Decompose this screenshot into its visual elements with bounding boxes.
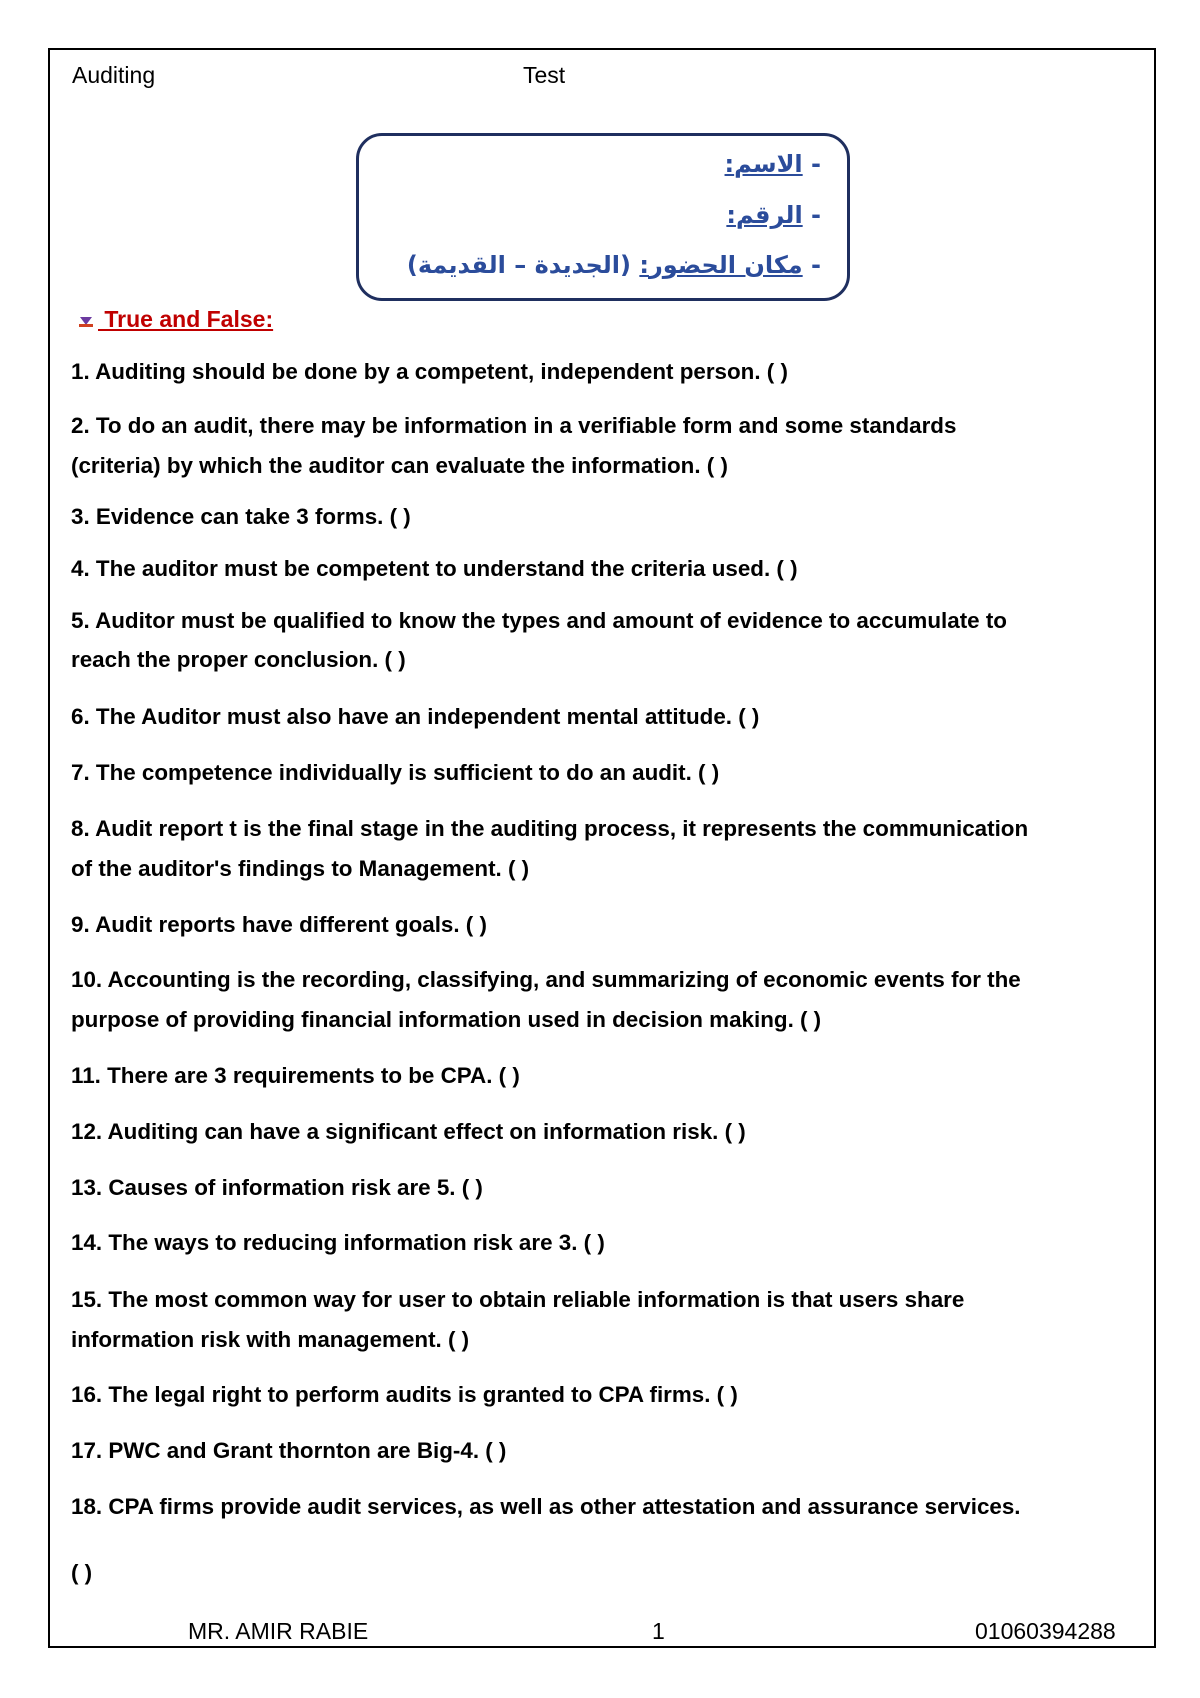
footer-teacher: MR. AMIR RABIE [188,1618,369,1644]
question-line: 5. Auditor must be qualified to know the types and amount of evidence to accumulate to [71,608,1007,633]
question-line: of the auditor's findings to Management. ( ) [71,856,530,881]
number-field: - الرقم: [726,201,821,229]
question-line: ( ) [71,1560,93,1585]
attendance-label: مكان الحضور [648,251,803,279]
question-line: 7. The competence individually is sufficient to do an audit. ( ) [71,760,720,785]
question-line: 18. CPA firms provide audit services, as well as other attestation and assurance services. [71,1494,1021,1519]
question-line: 12. Auditing can have a significant effect on information risk. ( ) [71,1119,746,1144]
section-title: True and False: [98,306,274,332]
header-subject: Auditing [72,62,156,88]
number-label: الرقم [735,201,803,229]
footer-page-number: 1 [652,1618,665,1644]
question-line: 14. The ways to reducing information risk are 3. ( ) [71,1230,605,1255]
question-line: purpose of providing financial information used in decision making. ( ) [71,1007,822,1032]
question-line: (criteria) by which the auditor can evaluate the information. ( ) [71,453,728,478]
question-line: 9. Audit reports have different goals. ( ) [71,912,487,937]
question-line: 4. The auditor must be competent to understand the criteria used. ( ) [71,556,798,581]
student-info-box [356,133,850,301]
question-line: 3. Evidence can take 3 forms. ( ) [71,504,411,529]
question-line: 11. There are 3 requirements to be CPA. ( ) [71,1063,520,1088]
question-line: 6. The Auditor must also have an independent mental attitude. ( ) [71,704,760,729]
question-line: 10. Accounting is the recording, classifying, and summarizing of economic events for the [71,967,1021,992]
question-line: 1. Auditing should be done by a competent, independent person. ( ) [71,359,788,384]
name-label: الاسم [734,150,803,178]
question-line: 16. The legal right to perform audits is granted to CPA firms. ( ) [71,1382,738,1407]
question-line: 17. PWC and Grant thornton are Big-4. ( ) [71,1438,507,1463]
attendance-options: (الجديدة – القديمة) [406,251,631,279]
arrow-bullet-icon [80,306,98,336]
question-line: information risk with management. ( ) [71,1327,470,1352]
question-line: 15. The most common way for user to obtain reliable information is that users share [71,1287,965,1312]
question-line: 13. Causes of information risk are 5. ( ) [71,1175,483,1200]
question-line: reach the proper conclusion. ( ) [71,647,406,672]
question-line: 2. To do an audit, there may be information in a verifiable form and some standards [71,413,957,438]
question-line: 8. Audit report t is the final stage in the auditing process, it represents the communication [71,816,1029,841]
header-type: Test [523,62,566,88]
footer-phone: 01060394288 [975,1618,1116,1644]
name-field: - الاسم: [724,150,821,178]
attendance-field: - مكان الحضور: (الجديدة – القديمة) [406,251,821,279]
section-heading [80,304,273,336]
